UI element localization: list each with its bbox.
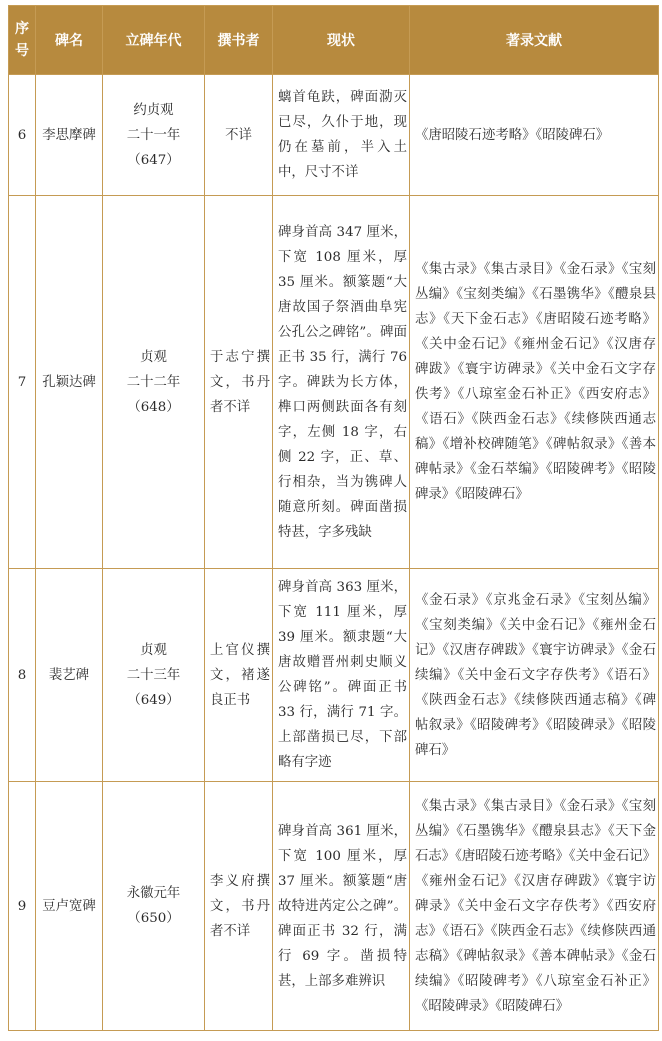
header-refs: 著录文献 xyxy=(410,6,659,75)
row-refs: 《集古录》《集古录目》《金石录》《宝刻丛编》《宝刻类编》《石墨镌华》《醴泉县志》《天下金石志》《唐昭陵石迹考略》《关中金石记》《雍州金石记》《汉唐存碑跋》《寰宇访碑录》《关中金石文字存佚考》《八琼室金石补正》《西安府志》《语石》《陕西金石志》《续修陕西通志稿》《增补校碑随笔》《碑帖叙录》《善本碑帖录》《金石萃编》《昭陵碑考》《昭陵碑录》《昭陵碑石》 xyxy=(410,196,659,569)
header-date: 立碑年代 xyxy=(103,6,205,75)
row-date: 永徽元年 （650） xyxy=(103,782,205,1031)
table-row xyxy=(9,196,659,569)
row-seq: 9 xyxy=(9,782,36,1031)
row-seq: 7 xyxy=(9,196,36,569)
row-name: 孔颖达碑 xyxy=(36,196,103,569)
stele-table xyxy=(8,5,659,1031)
table-row xyxy=(9,75,659,196)
row-refs: 《金石录》《京兆金石录》《宝刻丛编》《宝刻类编》《关中金石记》《雍州金石记》《汉唐存碑跋》《寰宇访碑录》《金石续编》《关中金石文字存佚考》《语石》《陕西金石志》《续修陕西通志稿》《碑帖叙录》《昭陵碑考》《昭陵碑录》《昭陵碑石》 xyxy=(410,569,659,782)
row-date: 贞观 二十二年 （648） xyxy=(103,196,205,569)
header-row xyxy=(9,6,659,75)
row-date: 约贞观 二十一年 （647） xyxy=(103,75,205,196)
header-seq: 序号 xyxy=(9,6,36,75)
row-author: 于志宁撰文，书丹者不详 xyxy=(205,196,273,569)
row-status: 碑身首高 347 厘米，下宽 108 厘米，厚 35 厘米。额篆题“大唐故国子祭酒曲阜宪公孔公之碑铭”。碑面正书 35 行，满行 76 字。碑趺为长方体，榫口两侧趺面各有刻字，左侧 18 字，右侧 22 字，正、草、行相杂，当为镌碑人随意所刻。碑面凿损特甚，字多残缺 xyxy=(273,196,410,569)
row-author: 李义府撰文，书丹者不详 xyxy=(205,782,273,1031)
table-row xyxy=(9,782,659,1031)
header-name: 碑名 xyxy=(36,6,103,75)
row-name: 裴艺碑 xyxy=(36,569,103,782)
table-row xyxy=(9,569,659,782)
header-status: 现状 xyxy=(273,6,410,75)
row-status: 螭首龟趺，碑面泐灭已尽，久仆于地，现仍在墓前，半入土中，尺寸不详 xyxy=(273,75,410,196)
row-seq: 8 xyxy=(9,569,36,782)
row-status: 碑身首高 363 厘米，下宽 111 厘米，厚 39 厘米。额隶题“大唐故赠晋州刺史顺义公碑铭”。碑面正书 33 行，满行 71 字。上部凿损已尽，下部略有字迹 xyxy=(273,569,410,782)
row-author: 不详 xyxy=(205,75,273,196)
row-author: 上官仪撰文，褚遂良正书 xyxy=(205,569,273,782)
row-status: 碑身首高 361 厘米，下宽 100 厘米，厚 37 厘米。额篆题“唐故特进芮定公之碑”。碑面正书 32 行，满行 69 字。凿损特甚，上部多难辨识 xyxy=(273,782,410,1031)
row-date: 贞观 二十三年 （649） xyxy=(103,569,205,782)
header-author: 撰书者 xyxy=(205,6,273,75)
row-name: 李思摩碑 xyxy=(36,75,103,196)
row-name: 豆卢宽碑 xyxy=(36,782,103,1031)
row-refs: 《集古录》《集古录目》《金石录》《宝刻丛编》《石墨镌华》《醴泉县志》《天下金石志》《唐昭陵石迹考略》《关中金石记》《雍州金石记》《汉唐存碑跋》《寰宇访碑录》《关中金石文字存佚考》《西安府志》《语石》《陕西金石志》《续修陕西通志稿》《碑帖叙录》《善本碑帖录》《金石续编》《昭陵碑考》《八琼室金石补正》《昭陵碑录》《昭陵碑石》 xyxy=(410,782,659,1031)
row-refs: 《唐昭陵石迹考略》《昭陵碑石》 xyxy=(410,75,659,196)
row-seq: 6 xyxy=(9,75,36,196)
